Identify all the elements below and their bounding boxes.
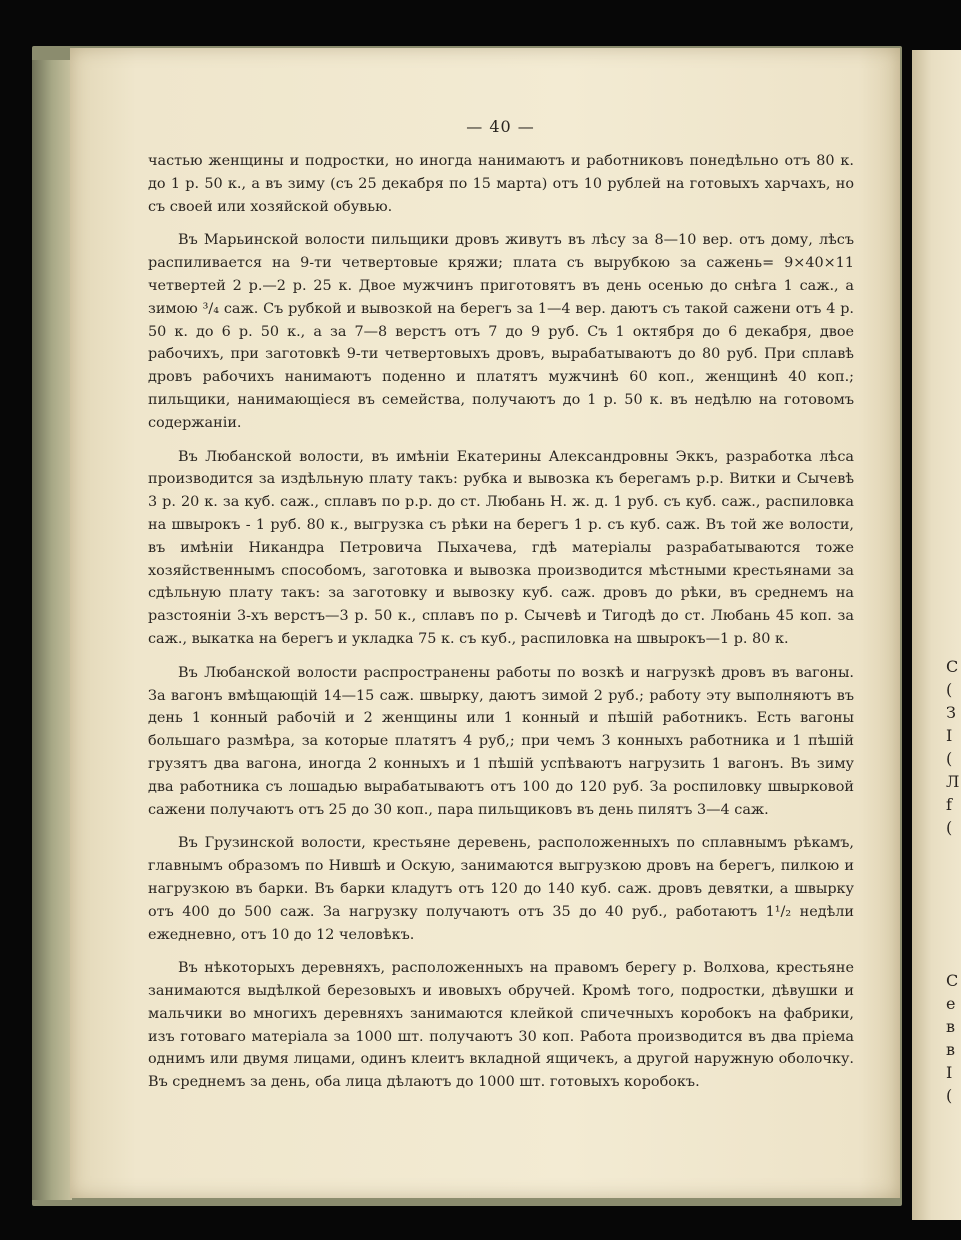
fragment: I <box>946 1063 953 1082</box>
paragraph: Въ Грузинской волости, крестьяне деревень, расположенныхъ по сплавнымъ рѣкамъ, главнымъ образомъ по Нившѣ и Оскую, занимаются выгрузкою дровъ на берегъ, пилкою и нагрузкою въ барки. Въ барки кладутъ отъ 120 до 140 куб. саж. дровъ девятки, а швырку отъ 400 до 500 саж. За нагрузку получаютъ отъ 35 до 40 руб., работаютъ 1¹/₂ недѣли ежедневно, отъ 10 до 12 человѣкъ. <box>148 835 854 943</box>
fragment: ( <box>946 818 953 837</box>
fragment: С <box>946 657 959 676</box>
fragment: в <box>946 1040 956 1059</box>
fragment: f <box>946 795 952 814</box>
paragraph: Въ Любанской волости распространены работы по возкѣ и нагрузкѣ дровъ въ вагоны. За вагонъ вмѣщающій 14—15 саж. швырку, даютъ зимой 2 руб.; работу эту выполняютъ въ день 1 конный рабочій и 2 женщины или 1 конный и пѣшій работникъ. Есть вагоны большаго размѣра, за которые платятъ 4 руб,; при чемъ 3 конныхъ работника и 1 пѣшій грузятъ два вагона, иногда 2 конныхъ и 1 пѣшій успѣваютъ нагрузить 1 вагонъ. Въ зиму два работника съ лошадью вырабатываютъ отъ 100 до 120 руб. За роспиловку швырковой сажени получаютъ отъ 25 до 30 коп., пара пильщиковъ въ день пилятъ 3—4 саж. <box>148 664 854 818</box>
fragment: Л <box>946 772 960 791</box>
page-number: — 40 — <box>466 117 535 136</box>
fragment: ( <box>946 749 953 768</box>
fragment: е <box>946 994 956 1013</box>
facing-page-text-fragments <box>946 655 961 1107</box>
paragraph: Въ нѣкоторыхъ деревняхъ, расположенныхъ на правомъ берегу р. Волхова, крестьяне занимаются выдѣлкой березовыхъ и ивовыхъ обручей. Кромѣ того, подростки, дѣвушки и мальчики во многихъ деревняхъ занимаются клейкой спичечныхъ коробокъ на фабрики, изъ готоваго матеріала за 1000 шт. получаютъ 30 коп. Работа производится въ два пріема однимъ или двумя лицами, одинъ клеитъ вкладной ящичекъ, а другой наружную оболочку. Въ среднемъ за день, оба лица дѣлаютъ до 1000 шт. готовыхъ коробокъ. <box>148 960 854 1091</box>
paragraph: частью женщины и подростки, но иногда нанимаютъ и работниковъ понедѣльно отъ 80 к. до 1 р. 50 к., а въ зиму (съ 25 декабря по 15 марта) отъ 10 рублей на готовыхъ харчахъ, но съ своей или хозяйской обувью. <box>148 153 854 215</box>
fragment: I <box>946 726 953 745</box>
fragment: С <box>946 971 959 990</box>
paragraph: Въ Любанской волости, въ имѣніи Екатерины Александровны Эккъ, разработка лѣса производится за издѣльную плату такъ: рубка и вывозка къ берегамъ р.р. Витки и Сычевѣ 3 р. 20 к. за куб. саж., сплавъ по р.р. до ст. Любань Н. ж. д. 1 руб. съ куб. саж., распиловка на швырокъ - 1 руб. 80 к., выгрузка съ рѣки на берегъ 1 р. съ куб. саж. Въ той же волости, въ имѣніи Никандра Петровича Пыхачева, гдѣ матеріалы разрабатываются тоже хозяйственнымъ способомъ, заготовка и вывозка производится мѣстными крестьянами за сдѣльную плату такъ: за заготовку и вывозку куб. саж. дровъ до рѣки, въ среднемъ на разстояніи 3-хъ верстъ—3 р. 50 к., сплавъ по р. Сычевѣ и Тигодѣ до ст. Любань 45 коп. за саж., выкатка на берегъ и укладка 75 к. съ куб., распиловка на швырокъ—1 р. 80 к. <box>148 448 854 647</box>
fragment: З <box>946 703 956 722</box>
fragment: в <box>946 1017 956 1036</box>
fragment: ( <box>946 1086 953 1105</box>
fragment: ( <box>946 680 953 699</box>
page-body <box>148 150 854 1105</box>
book-spine <box>32 60 72 1200</box>
paragraph: Въ Марьинской волости пильщики дровъ живутъ въ лѣсу за 8—10 вер. отъ дому, лѣсъ распиливается на 9-ти четвертовые кряжи; плата съ вырубкою за сажень= 9×40×11 четвертей 2 р.—2 р. 25 к. Двое мужчинъ приготовятъ въ день осенью до снѣга 1 саж., а зимою ³/₄ саж. Съ рубкой и вывозкой на берегъ за 1—4 вер. даютъ съ такой сажени отъ 4 р. 50 к. до 6 р. 50 к., а за 7—8 верстъ отъ 7 до 9 руб. Съ 1 октября до 6 декабря, двое рабочихъ, при заготовкѣ 9-ти четвертовыхъ дровъ, вырабатываютъ до 80 руб. При сплавѣ дровъ рабочихъ нанимаютъ поденно и платятъ мужчинѣ 60 коп., женщинѣ 40 коп.; пильщики, нанимающіеся въ семейства, получаютъ до 1 р. 50 к. въ недѣлю на готовомъ содержаніи. <box>148 232 854 431</box>
